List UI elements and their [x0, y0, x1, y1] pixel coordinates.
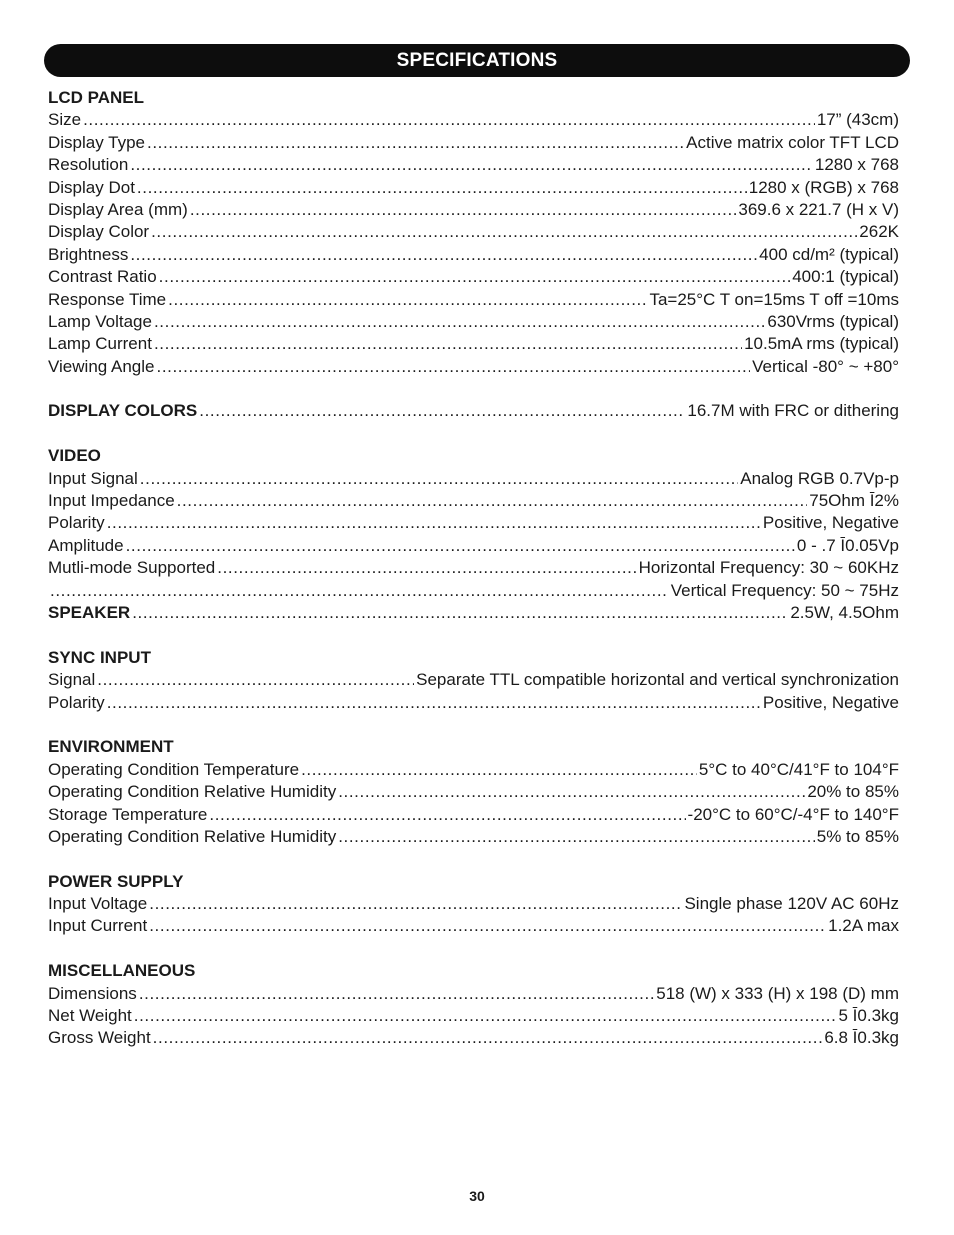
- dot-leader: [209, 804, 685, 826]
- section-spacer: [48, 423, 899, 445]
- spec-section-miscellaneous: [48, 960, 899, 1050]
- spec-row: [48, 221, 899, 243]
- spec-label: Size: [48, 110, 82, 130]
- spec-value: 0 - .7 Ī0.05Vp: [796, 535, 899, 555]
- page-title: SPECIFICATIONS: [396, 49, 558, 71]
- dot-leader: [338, 781, 805, 803]
- spec-value: Vertical -80° ~ +80°: [752, 356, 899, 376]
- spec-section-environment: [48, 736, 899, 848]
- spec-row: [48, 266, 899, 288]
- spec-value: 6.8 Ī0.3kg: [824, 1028, 899, 1048]
- dot-leader: [190, 199, 737, 221]
- spec-label: Mutli-mode Supported: [48, 558, 216, 578]
- spec-row: [48, 781, 899, 803]
- spec-row: [48, 759, 899, 781]
- spec-row: [48, 893, 899, 915]
- dot-leader: [139, 983, 654, 1005]
- spec-row: [48, 333, 899, 355]
- spec-value: 1280 x 768: [814, 155, 899, 175]
- spec-value: 17” (43cm): [816, 110, 899, 130]
- spec-value: 2.5W, 4.5Ohm: [790, 602, 899, 622]
- dot-leader: [151, 221, 857, 243]
- spec-label: Display Color: [48, 222, 150, 242]
- spec-value: 20% to 85%: [807, 782, 899, 802]
- dot-leader: [130, 244, 757, 266]
- specifications-banner: [44, 44, 910, 77]
- spec-label: Response Time: [48, 289, 167, 309]
- spec-label: Input Signal: [48, 468, 138, 488]
- spec-label: Input Voltage: [48, 894, 148, 914]
- spec-value: 10.5mA rms (typical): [744, 334, 899, 354]
- spec-label: Operating Condition Temperature: [48, 759, 300, 779]
- spec-row: [48, 356, 899, 378]
- dot-leader: [107, 692, 761, 714]
- spec-row: [48, 109, 899, 131]
- spec-label: Signal: [48, 670, 96, 690]
- spec-row: [48, 669, 899, 691]
- spec-row: [48, 289, 899, 311]
- dot-leader: [168, 289, 647, 311]
- spec-label: Input Impedance: [48, 491, 175, 511]
- dot-leader: [301, 759, 697, 781]
- section-heading: VIDEO: [48, 446, 101, 466]
- spec-row: [48, 177, 899, 199]
- dot-leader: [217, 557, 636, 579]
- spec-row: [48, 602, 899, 624]
- spec-label: Net Weight: [48, 1006, 132, 1026]
- spec-list: [48, 87, 899, 1050]
- spec-value: Ta=25°C T on=15ms T off =10ms: [649, 289, 899, 309]
- spec-row: [48, 490, 899, 512]
- section-heading: MISCELLANEOUS: [48, 961, 196, 981]
- spec-row: [48, 1005, 899, 1027]
- spec-label: Display Dot: [48, 177, 135, 197]
- spec-row: [48, 557, 899, 579]
- dot-leader: [97, 669, 414, 691]
- dot-leader: [157, 356, 751, 378]
- spec-value: 1.2A max: [828, 916, 899, 936]
- spec-row: [48, 692, 899, 714]
- spec-row: [48, 535, 899, 557]
- spec-section-sync-input: [48, 647, 899, 714]
- dot-leader: [177, 490, 808, 512]
- dot-leader: [130, 154, 813, 176]
- dot-leader: [107, 512, 761, 534]
- spec-label: Display Area (mm): [48, 199, 188, 219]
- section-spacer: [48, 938, 899, 960]
- section-heading: POWER SUPPLY: [48, 871, 184, 891]
- spec-value: 16.7M with FRC or dithering: [687, 401, 899, 421]
- spec-value: Vertical Frequency: 50 ~ 75Hz: [670, 580, 899, 600]
- spec-row: [48, 132, 899, 154]
- spec-value: 75Ohm Ī2%: [809, 491, 899, 511]
- dot-leader: [83, 109, 815, 131]
- spec-value: Positive, Negative: [762, 692, 899, 712]
- spec-value: 518 (W) x 333 (H) x 198 (D) mm: [656, 983, 899, 1003]
- spec-label: SPEAKER: [48, 602, 131, 622]
- section-spacer: [48, 624, 899, 646]
- spec-row: [48, 1027, 899, 1049]
- spec-value: 400 cd/m² (typical): [759, 244, 899, 264]
- spec-row: [48, 804, 899, 826]
- spec-row: [48, 512, 899, 534]
- spec-section-video: [48, 445, 899, 624]
- section-heading: ENVIRONMENT: [48, 737, 174, 757]
- spec-row: [48, 826, 899, 848]
- page-number: 30: [469, 1188, 485, 1204]
- spec-row: [48, 244, 899, 266]
- spec-label: Lamp Current: [48, 334, 152, 354]
- spec-value: Analog RGB 0.7Vp-p: [740, 468, 899, 488]
- spec-value: Horizontal Frequency: 30 ~ 60KHz: [638, 558, 899, 578]
- spec-row: [48, 154, 899, 176]
- spec-value: 1280 x (RGB) x 768: [748, 177, 899, 197]
- spec-value: 369.6 x 221.7 (H x V): [738, 199, 899, 219]
- spec-section-section-1: [48, 400, 899, 422]
- spec-value: 5 Ī0.3kg: [838, 1006, 899, 1026]
- spec-label: Operating Condition Relative Humidity: [48, 826, 337, 846]
- dot-leader: [149, 893, 682, 915]
- spec-label: Resolution: [48, 155, 129, 175]
- dot-leader: [132, 602, 788, 624]
- section-spacer: [48, 378, 899, 400]
- spec-value: 262K: [859, 222, 899, 242]
- section-spacer: [48, 714, 899, 736]
- spec-label: Polarity: [48, 692, 105, 712]
- spec-row: [48, 468, 899, 490]
- dot-leader: [50, 580, 669, 602]
- spec-label: Dimensions: [48, 983, 137, 1003]
- dot-leader: [147, 132, 684, 154]
- spec-label: Viewing Angle: [48, 356, 155, 376]
- spec-row: [48, 580, 899, 602]
- spec-label: Contrast Ratio: [48, 267, 157, 287]
- section-heading: SYNC INPUT: [48, 647, 151, 667]
- spec-label: Polarity: [48, 513, 105, 533]
- spec-row: [48, 400, 899, 422]
- dot-leader: [338, 826, 815, 848]
- spec-value: Active matrix color TFT LCD: [686, 132, 899, 152]
- spec-value: Separate TTL compatible horizontal and vertical synchronization: [416, 670, 899, 690]
- spec-row: [48, 915, 899, 937]
- dot-leader: [153, 1027, 823, 1049]
- spec-row: [48, 311, 899, 333]
- spec-value: -20°C to 60°C/-4°F to 140°F: [687, 804, 899, 824]
- spec-value: 630Vrms (typical): [767, 311, 899, 331]
- spec-label: DISPLAY COLORS: [48, 401, 198, 421]
- spec-value: 5% to 85%: [816, 826, 899, 846]
- spec-label: Amplitude: [48, 535, 124, 555]
- spec-row: [48, 983, 899, 1005]
- spec-label: Input Current: [48, 916, 148, 936]
- spec-section-power-supply: [48, 871, 899, 938]
- spec-row: [48, 199, 899, 221]
- dot-leader: [199, 400, 685, 422]
- dot-leader: [149, 915, 826, 937]
- dot-leader: [140, 468, 738, 490]
- spec-label: Lamp Voltage: [48, 311, 152, 331]
- spec-value: 400:1 (typical): [792, 267, 899, 287]
- spec-value: Single phase 120V AC 60Hz: [684, 894, 899, 914]
- spec-value: Positive, Negative: [762, 513, 899, 533]
- dot-leader: [154, 311, 765, 333]
- dot-leader: [154, 333, 742, 355]
- section-heading: LCD PANEL: [48, 88, 145, 107]
- dot-leader: [159, 266, 791, 288]
- spec-label: Brightness: [48, 244, 129, 264]
- spec-label: Storage Temperature: [48, 804, 208, 824]
- dot-leader: [137, 177, 747, 199]
- dot-leader: [126, 535, 795, 557]
- spec-label: Gross Weight: [48, 1028, 151, 1048]
- spec-label: Display Type: [48, 132, 146, 152]
- dot-leader: [134, 1005, 837, 1027]
- spec-section-lcd-panel: [48, 87, 899, 378]
- spec-value: 5°C to 40°C/41°F to 104°F: [698, 759, 899, 779]
- spec-label: Operating Condition Relative Humidity: [48, 782, 337, 802]
- section-spacer: [48, 848, 899, 870]
